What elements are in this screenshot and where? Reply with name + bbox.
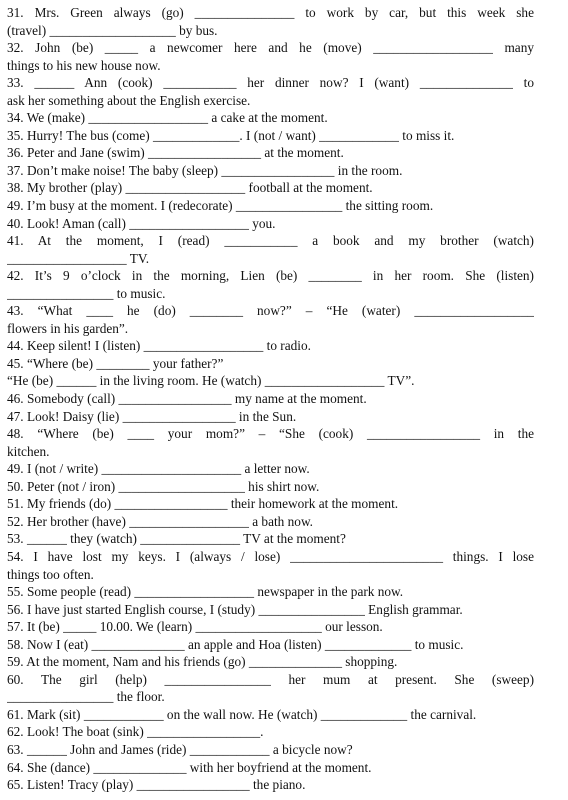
exercise-line: 36. Peter and Jane (swim) _________________ at the moment. (7, 145, 344, 161)
exercise-line: 38. My brother (play) __________________ football at the moment. (7, 180, 373, 196)
exercise-line: 60. The girl (help) ________________ her mum at present. She (sweep) (7, 671, 534, 687)
exercise-line: ask her something about the English exercise. (7, 92, 251, 108)
exercise-line: 42. It’s 9 o’clock in the morning, Lien (be) ________ in her room. She (listen) (7, 268, 534, 284)
exercise-line: 57. It (be) _____ 10.00. We (learn) ___________________ our lesson. (7, 619, 383, 635)
exercise-line: 34. We (make) __________________ a cake at the moment. (7, 110, 328, 126)
exercise-line: ________________ to music. (7, 285, 166, 301)
exercise-line: 65. Listen! Tracy (play) _________________ the piano. (7, 777, 306, 793)
exercise-line: 56. I have just started English course, I (study) ________________ English grammar. (7, 601, 463, 617)
exercise-line: 50. Peter (not / iron) ___________________ his shirt now. (7, 478, 320, 494)
exercise-line: __________________ TV. (7, 250, 150, 266)
exercise-line: 49. I (not / write) _____________________ a letter now. (7, 461, 310, 477)
exercise-line: 64. She (dance) ______________ with her boyfriend at the moment. (7, 759, 372, 775)
exercise-line: 32. John (be) _____ a newcomer here and he (move) __________________ many (7, 40, 534, 56)
exercise-line: things to his new house now. (7, 57, 161, 73)
exercise-line: 55. Some people (read) __________________ newspaper in the park now. (7, 584, 404, 600)
exercise-line: 51. My friends (do) _________________ their homework at the moment. (7, 496, 399, 512)
exercise-line: 62. Look! The boat (sink) _________________. (7, 724, 264, 740)
exercise-line: “He (be) ______ in the living room. He (watch) __________________ TV”. (7, 373, 415, 389)
exercise-line: 46. Somebody (call) _________________ my name at the moment. (7, 391, 367, 407)
exercise-line: 58. Now I (eat) ______________ an apple and Hoa (listen) _____________ to music. (7, 636, 464, 652)
exercise-line: flowers in his garden”. (7, 320, 129, 336)
exercise-line: 37. Don’t make noise! The baby (sleep) _________________ in the room. (7, 162, 403, 178)
exercise-line: 40. Look! Aman (call) __________________ you. (7, 215, 276, 231)
exercise-line: 35. Hurry! The bus (come) _____________. I (not / want) ____________ to miss it. (7, 127, 455, 143)
exercise-line: 31. Mrs. Green always (go) _______________ to work by car, but this week she (7, 5, 534, 20)
exercise-line: (travel) ___________________ by bus. (7, 22, 218, 38)
exercise-line: things too often. (7, 566, 94, 582)
exercise-line: 53. ______ they (watch) _______________ TV at the moment? (7, 531, 346, 547)
exercise-line: 61. Mark (sit) ____________ on the wall now. He (watch) _____________ the carnival. (7, 706, 477, 722)
exercise-line: 44. Keep silent! I (listen) __________________ to radio. (7, 338, 311, 354)
exercise-line: 45. “Where (be) ________ your father?” (7, 355, 224, 371)
exercise-line: 49. I’m busy at the moment. I (redecorate) ________________ the sitting room. (7, 198, 434, 214)
exercise-line: 43. “What ____ he (do) ________ now?” – “He (water) __________________ (7, 303, 534, 319)
exercise-line: 48. “Where (be) ____ your mom?” – “She (cook) _________________ in the (7, 426, 534, 442)
exercise-line: 33. ______ Ann (cook) ___________ her dinner now? I (want) ______________ to (7, 75, 534, 91)
exercise-line: 59. At the moment, Nam and his friends (go) ______________ shopping. (7, 654, 398, 670)
exercise-line: 41. At the moment, I (read) ___________ a book and my brother (watch) (7, 233, 534, 249)
exercise-line: 63. ______ John and James (ride) ____________ a bicycle now? (7, 741, 353, 757)
exercise-line: kitchen. (7, 443, 50, 459)
exercise-line: 54. I have lost my keys. I (always / lose) _______________________ things. I lose (7, 548, 534, 564)
exercise-line: 47. Look! Daisy (lie) _________________ in the Sun. (7, 408, 297, 424)
exercise-line: 52. Her brother (have) __________________ a bath now. (7, 513, 314, 529)
exercise-line: ________________ the floor. (7, 689, 165, 705)
